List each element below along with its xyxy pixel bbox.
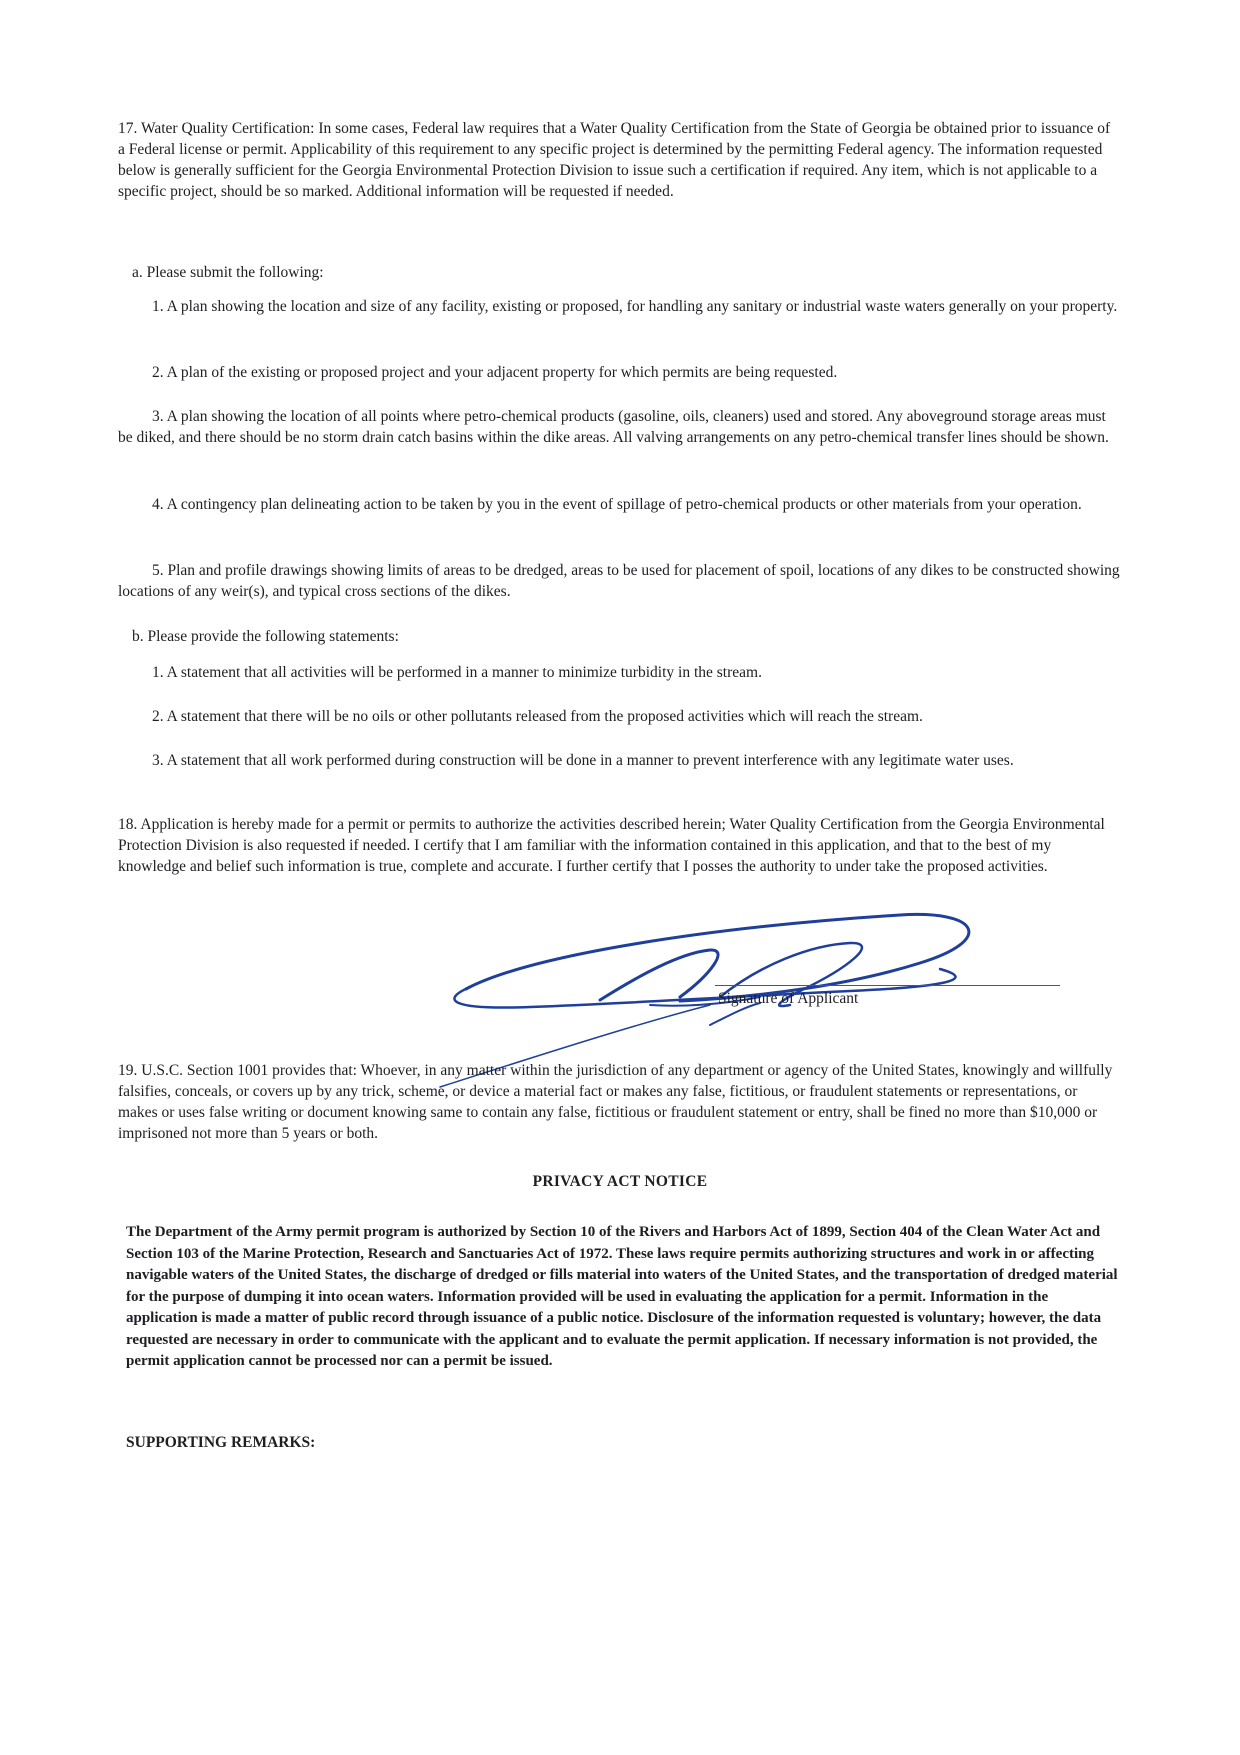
signature-label: Signature of Applicant	[718, 990, 859, 1007]
part-a-item-2: 2. A plan of the existing or proposed project and your adjacent property for which permits are being requested.	[152, 364, 838, 381]
signature-line	[715, 985, 1060, 986]
section-19-usc-1001: 19. U.S.C. Section 1001 provides that: Whoever, in any matter within the jurisdiction of any department or agency of the United States, knowingly and willfully falsifies, conceals, or covers up by any trick, scheme, or device a material fact or makes any false, fictitious, or fraudulent statements or representations, or makes or uses false writing or document knowing same to contain any false, fictitious or fraudulent statement or entry, shall be fined no more than $10,000 or imprisoned not more than 5 years or both.	[118, 1062, 1113, 1142]
supporting-remarks-label: SUPPORTING REMARKS:	[126, 1434, 316, 1451]
privacy-act-title: PRIVACY ACT NOTICE	[532, 1173, 708, 1190]
part-a-item-4: 4. A contingency plan delineating action to be taken by you in the event of spillage of petro-chemical products or other materials from your operation.	[152, 496, 1082, 513]
section-17-part-a-heading: a. Please submit the following:	[132, 264, 324, 281]
part-a-item-5: 5. Plan and profile drawings showing limits of areas to be dredged, areas to be used for placement of spoil, locations of any dikes to be constructed showing locations of any weir(s), and typical cross sections of the dikes.	[118, 562, 1120, 600]
privacy-act-notice: The Department of the Army permit program is authorized by Section 10 of the Rivers and Harbors Act of 1899, Section 404 of the Clean Water Act and Section 103 of the Marine Protection, Research and Sanctuaries Act of 1972. These laws require permits authorizing structures and work in or affecting navigable waters of the United States, the discharge of dredged or fills material into waters of the United States, and the transportation of dredged material for the purpose of dumping it into ocean waters. Information provided will be used in evaluating the application for a permit. Information in the application is made a matter of public record through issuance of a public notice. Disclosure of the information requested is voluntary; however, the data requested are necessary in order to communicate with the applicant and to evaluate the permit application. If necessary information is not provided, the permit application cannot be processed nor can a permit be issued.	[126, 1224, 1118, 1369]
part-a-item-3: 3. A plan showing the location of all points where petro-chemical products (gasoline, oils, cleaners) used and stored. Any aboveground storage areas must be diked, and there should be no storm drain catch basins within the dike areas. All valving arrangements on any petro-chemical transfer lines should be shown.	[118, 408, 1109, 446]
part-b-item-3: 3. A statement that all work performed during construction will be done in a manner to prevent interference with any legitimate water uses.	[152, 752, 1014, 769]
part-b-item-1: 1. A statement that all activities will be performed in a manner to minimize turbidity in the stream.	[152, 664, 762, 681]
part-a-item-1: 1. A plan showing the location and size of any facility, existing or proposed, for handling any sanitary or industrial waste waters generally on your property.	[152, 298, 1118, 315]
section-17-part-b-heading: b. Please provide the following statements:	[132, 628, 399, 645]
part-b-item-2: 2. A statement that there will be no oils or other pollutants released from the proposed activities which will reach the stream.	[152, 708, 923, 725]
section-17-intro: 17. Water Quality Certification: In some cases, Federal law requires that a Water Quality Certification from the State of Georgia be obtained prior to issuance of a Federal license or permit. Applicability of this requirement to any specific project is determined by the permitting Federal agency. The information requested below is generally sufficient for the Georgia Environmental Protection Division to issue such a certification if required. Any item, which is not applicable to a specific project, should be so marked. Additional information will be requested if needed.	[118, 120, 1111, 200]
section-18-certification: 18. Application is hereby made for a permit or permits to authorize the activities described herein; Water Quality Certification from the Georgia Environmental Protection Division is also requested if needed. I certify that I am familiar with the information contained in this application, and that to the best of my knowledge and belief such information is true, complete and accurate. I further certify that I posses the authority to under take the proposed activities.	[118, 816, 1105, 875]
